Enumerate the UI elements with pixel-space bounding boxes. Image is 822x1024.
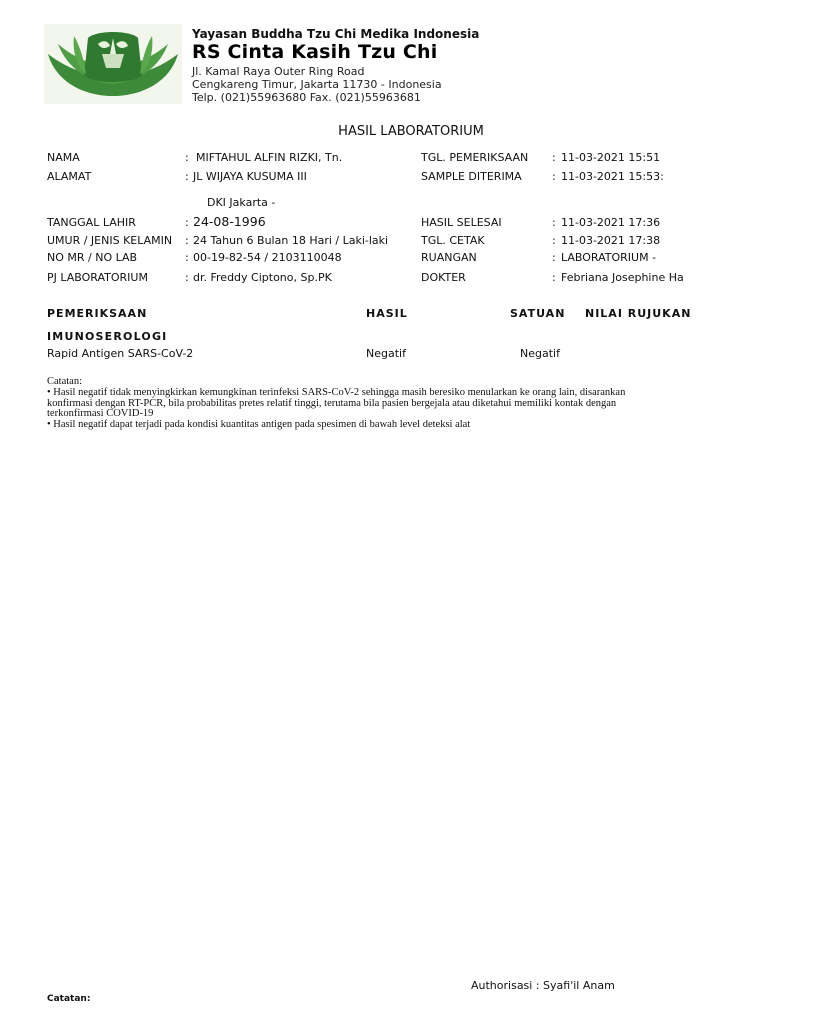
address-line-2: Cengkareng Timur, Jakarta 11730 - Indonesia — [192, 78, 442, 91]
no-mr-value: 00-19-82-54 / 2103110048 — [193, 251, 342, 264]
organization-name: Yayasan Buddha Tzu Chi Medika Indonesia — [192, 27, 480, 41]
ruangan-value: LABORATORIUM - — [561, 251, 657, 264]
nama-label: NAMA — [47, 151, 80, 164]
colon: : — [185, 271, 189, 284]
tgl-pemeriksaan-label: TGL. PEMERIKSAAN — [421, 151, 529, 164]
test-name: Rapid Antigen SARS-CoV-2 — [47, 347, 194, 360]
column-header-satuan: SATUAN — [510, 307, 566, 320]
colon: : — [552, 251, 556, 264]
no-mr-label: NO MR / NO LAB — [47, 251, 138, 264]
address-line-1: Jl. Kamal Raya Outer Ring Road — [192, 65, 365, 78]
notes-line: • Hasil negatif tidak menyingkirkan kemungkinan terinfeksi SARS-CoV-2 sehingga masih beresiko menularkan ke orang lain, disarankan — [47, 386, 626, 398]
colon: : — [552, 216, 556, 229]
pj-lab-value: dr. Freddy Ciptono, Sp.PK — [193, 271, 332, 284]
tanggal-lahir-label: TANGGAL LAHIR — [47, 216, 136, 229]
category-imunoserologi: IMUNOSEROLOGI — [47, 330, 168, 343]
colon: : — [185, 234, 189, 247]
colon: : — [552, 170, 556, 183]
alamat-value: JL WIJAYA KUSUMA III — [193, 170, 307, 183]
column-header-hasil: HASIL — [366, 307, 408, 320]
tgl-pemeriksaan-value: 11-03-2021 15:51 — [561, 151, 661, 164]
column-header-pemeriksaan: PEMERIKSAAN — [47, 307, 148, 320]
colon: : — [552, 271, 556, 284]
notes-block — [47, 377, 674, 431]
pj-lab-label: PJ LABORATORIUM — [47, 271, 148, 284]
colon: : — [185, 170, 189, 183]
footer-catatan: Catatan: — [47, 994, 91, 1004]
dokter-value: Febriana Josephine Ha — [561, 271, 684, 284]
sample-diterima-value: 11-03-2021 15:53: — [561, 170, 664, 183]
colon: : — [185, 216, 189, 229]
test-result: Negatif — [366, 347, 406, 360]
colon: : — [185, 151, 189, 164]
hospital-logo — [44, 24, 182, 104]
nama-value: MIFTAHUL ALFIN RIZKI, Tn. — [196, 151, 343, 164]
dokter-label: DOKTER — [421, 271, 466, 284]
colon: : — [552, 234, 556, 247]
reference-value: Negatif — [520, 347, 560, 360]
tgl-cetak-value: 11-03-2021 17:38 — [561, 234, 661, 247]
umur-value: 24 Tahun 6 Bulan 18 Hari / Laki-laki — [193, 234, 389, 247]
document-title: HASIL LABORATORIUM — [338, 124, 484, 139]
tgl-cetak-label: TGL. CETAK — [421, 234, 485, 247]
colon: : — [552, 151, 556, 164]
notes-line: • Hasil negatif dapat terjadi pada kondisi kuantitas antigen pada spesimen di bawah level deteksi alat — [47, 419, 471, 431]
lotus-logo-icon — [44, 24, 182, 104]
hasil-selesai-value: 11-03-2021 17:36 — [561, 216, 661, 229]
notes-line: konfirmasi dengan RT-PCR, bila probabilitas pretes relatif tinggi, terutama bila pasien bergejala atau diketahui memiliki kontak dengan — [47, 397, 617, 409]
colon: : — [185, 251, 189, 264]
notes-heading: Catatan: — [47, 376, 82, 387]
alamat-label: ALAMAT — [47, 170, 92, 183]
hospital-name: RS Cinta Kasih Tzu Chi — [192, 41, 438, 63]
tanggal-lahir-value: 24-08-1996 — [193, 214, 266, 229]
notes-line: terkonfirmasi COVID-19 — [47, 408, 154, 420]
column-header-nilai-rujukan: NILAI RUJUKAN — [585, 307, 692, 320]
umur-label: UMUR / JENIS KELAMIN — [47, 234, 173, 247]
phone-fax: Telp. (021)55963680 Fax. (021)55963681 — [192, 91, 421, 104]
alamat-value-line-2: DKI Jakarta - — [207, 196, 276, 209]
authorisasi: Authorisasi : Syafi'il Anam — [471, 979, 615, 992]
hasil-selesai-label: HASIL SELESAI — [421, 216, 502, 229]
ruangan-label: RUANGAN — [421, 251, 477, 264]
sample-diterima-label: SAMPLE DITERIMA — [421, 170, 522, 183]
